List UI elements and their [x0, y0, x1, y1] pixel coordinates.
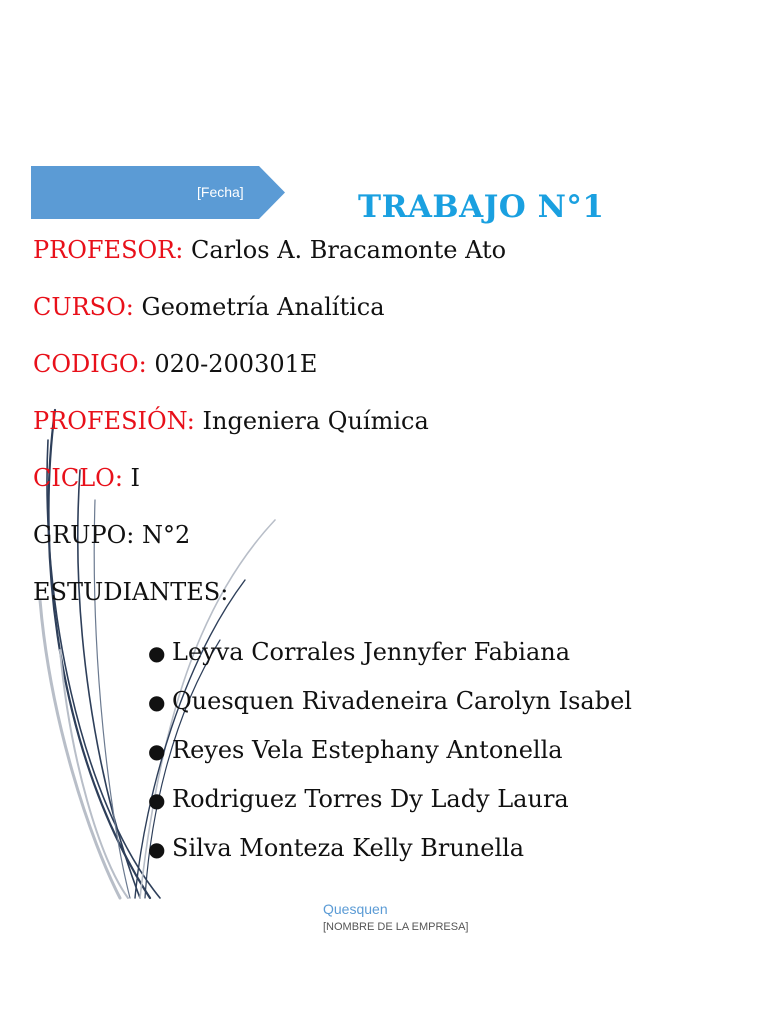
field-profesor-value: Carlos A. Bracamonte Ato: [190, 236, 507, 264]
field-profesor-label: PROFESOR:: [33, 236, 184, 264]
field-ciclo: [33, 464, 140, 492]
bullet-icon: ●: [148, 788, 166, 812]
field-profesion-label: PROFESIÓN:: [33, 407, 195, 435]
field-curso-label: CURSO:: [33, 293, 134, 321]
date-placeholder[interactable]: [Fecha]: [197, 184, 244, 200]
student-name: Rodriguez Torres Dy Lady Laura: [172, 785, 569, 813]
field-ciclo-value: I: [130, 464, 141, 492]
bullet-icon: ●: [148, 641, 166, 665]
field-profesion-value: Ingeniera Química: [202, 407, 429, 435]
student-item: [148, 781, 632, 830]
student-name: Quesquen Rivadeneira Carolyn Isabel: [172, 687, 632, 715]
field-grupo: [33, 521, 190, 549]
student-item: [148, 732, 632, 781]
field-grupo-label: GRUPO:: [33, 521, 135, 549]
student-name: Silva Monteza Kelly Brunella: [172, 834, 525, 862]
field-ciclo-label: CICLO:: [33, 464, 123, 492]
field-codigo-value: 020-200301E: [154, 350, 318, 378]
field-profesor: [33, 236, 506, 264]
field-estudiantes-label: ESTUDIANTES:: [33, 578, 229, 606]
banner-arrow-shape: [31, 166, 285, 219]
student-item: [148, 830, 632, 879]
field-curso: [33, 293, 385, 321]
student-item: [148, 683, 632, 732]
students-list: [148, 634, 632, 879]
field-estudiantes: [33, 578, 228, 606]
field-profesion: [33, 407, 429, 435]
bullet-icon: ●: [148, 690, 166, 714]
footer-company-placeholder[interactable]: [NOMBRE DE LA EMPRESA]: [323, 921, 469, 933]
field-codigo-label: CODIGO:: [33, 350, 147, 378]
field-codigo: [33, 350, 317, 378]
field-curso-value: Geometría Analítica: [141, 293, 385, 321]
document-title: TRABAJO N°1: [358, 189, 605, 225]
bullet-icon: ●: [148, 739, 166, 763]
footer-author[interactable]: Quesquen: [323, 901, 388, 917]
student-name: Reyes Vela Estephany Antonella: [172, 736, 563, 764]
student-item: [148, 634, 632, 683]
field-grupo-value: N°2: [142, 521, 191, 549]
date-banner: [31, 166, 285, 219]
bullet-icon: ●: [148, 837, 166, 861]
student-name: Leyva Corrales Jennyfer Fabiana: [172, 638, 571, 666]
